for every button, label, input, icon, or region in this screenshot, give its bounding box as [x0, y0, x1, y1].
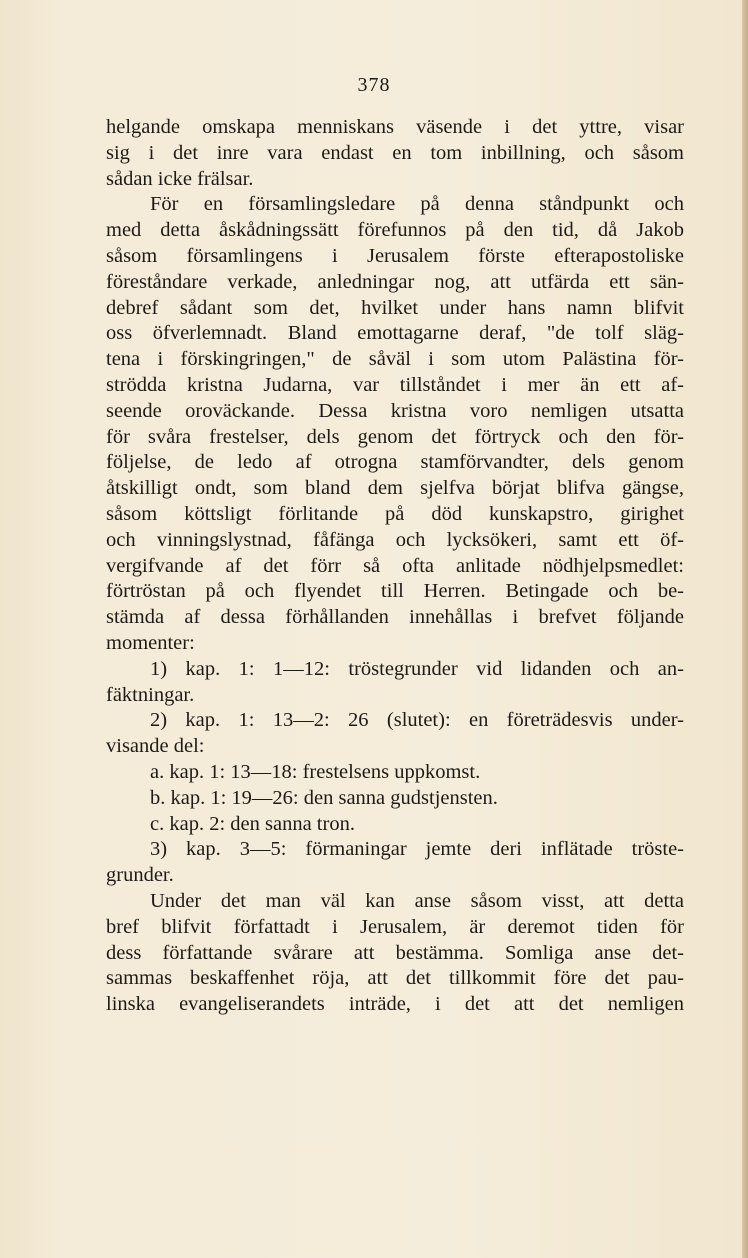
- text-line: såsom församlingens i Jerusalem förste efterapostoliske: [106, 244, 684, 267]
- text-line: linska evangeliserandets inträde, i det att det nemligen: [106, 993, 684, 1016]
- text-line: sig i det inre vara endast en tom inbillning, och såsom: [106, 141, 684, 164]
- page-number: 378: [357, 74, 391, 96]
- text-line: helgande omskapa menniskans väsende i det yttre, visar: [106, 116, 684, 138]
- text-line: fäktningar.: [106, 683, 195, 706]
- text-line: 2) kap. 1: 13—2: 26 (slutet): en företrädesvis under-: [150, 709, 684, 732]
- text-line: debref sådant som det, hvilket under hans namn blifvit: [106, 296, 684, 319]
- text-line: följelse, de ledo af otrogna stamförvandter, dels genom: [106, 451, 684, 474]
- text-line: Under det man väl kan anse såsom visst, att detta: [150, 889, 684, 912]
- text-line: vergifvande af det förr så ofta anlitade nödhjelpsmedlet:: [106, 554, 684, 577]
- text-line: med detta åskådningssätt förefunnos på den tid, då Jakob: [106, 219, 684, 242]
- text-line: oss öfverlemnadt. Bland emottagarne deraf, "de tolf släg-: [106, 322, 684, 345]
- text-line: och vinningslystnad, fåfänga och lycksökeri, samt ett öf-: [106, 528, 684, 551]
- body-text: [106, 115, 684, 1018]
- text-line: För en församlingsledare på denna ståndpunkt och: [150, 193, 684, 216]
- text-line: momenter:: [106, 631, 195, 654]
- text-line: a. kap. 1: 13—18: frestelsens uppkomst.: [150, 760, 481, 783]
- text-line: grunder.: [106, 864, 174, 887]
- text-line: dess författande svårare att bestämma. Somliga anse det-: [106, 941, 684, 964]
- text-line: föreståndare verkade, anledningar nog, att utfärda ett sän-: [106, 270, 684, 293]
- text-line: 3) kap. 3—5: förmaningar jemte deri inflätade tröste-: [150, 838, 684, 861]
- text-line: bref blifvit författadt i Jerusalem, är deremot tiden för: [106, 915, 684, 938]
- text-line: för svåra frestelser, dels genom det förtryck och den för-: [106, 425, 684, 448]
- text-line: c. kap. 2: den sanna tron.: [150, 812, 355, 835]
- text-line: stämda af dessa förhållanden innehållas i brefvet följande: [106, 606, 684, 629]
- text-line: seende oroväckande. Dessa kristna voro nemligen utsatta: [106, 399, 684, 422]
- text-line: 1) kap. 1: 1—12: tröstegrunder vid lidanden och an-: [150, 657, 684, 680]
- text-line: såsom köttsligt förlitande på död kunskapstro, girighet: [106, 502, 684, 525]
- page-edge: [742, 0, 748, 1258]
- text-line: strödda kristna Judarna, var tillståndet i mer än ett af-: [106, 373, 684, 396]
- text-line: b. kap. 1: 19—26: den sanna gudstjensten.: [150, 786, 498, 809]
- text-line: åtskilligt ondt, som bland dem sjelfva börjat blifva gängse,: [106, 477, 684, 500]
- text-line: sådan icke frälsar.: [106, 167, 254, 190]
- text-line: förtröstan på och flyendet till Herren. Betingade och be-: [106, 580, 684, 603]
- text-line: tena i förskingringen," de såväl i som utom Palästina för-: [106, 348, 684, 371]
- text-line: sammas beskaffenhet röja, att det tillkommit före det pau-: [106, 967, 684, 990]
- text-line: visande del:: [106, 735, 205, 758]
